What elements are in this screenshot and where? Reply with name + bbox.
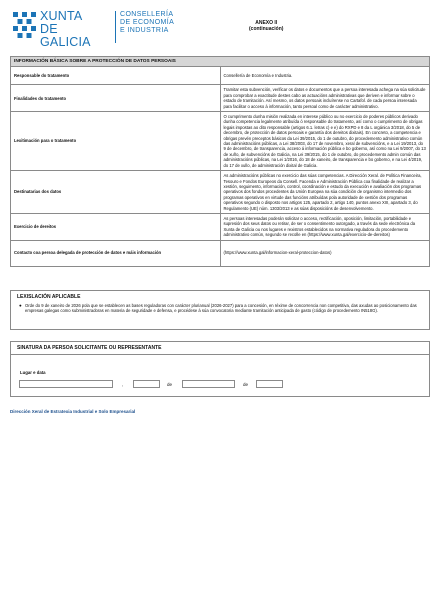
row-value: (https://www.xunta.gal/informacion-xeral-proteccion-datos) bbox=[220, 240, 430, 266]
row-label: Contacto coa persoa delegada de protección de datos e máis información bbox=[11, 240, 221, 266]
row-label: Lexitimación para o tratamento bbox=[11, 112, 221, 171]
de-label-2: de bbox=[243, 382, 249, 387]
legislation-title: LEXISLACIÓN APLICABLE bbox=[17, 294, 81, 300]
row-label: Responsable do tratamento bbox=[11, 67, 221, 85]
row-value: Consellería de Economía e Industria. bbox=[220, 67, 430, 85]
row-value: Tramitar esta subvención, verificar os datos e documentos que a persoa interesada achega na súa solicitude para comprobar a exactitude destes cabo as actuacións administrativas que deriven e informar sobre o estado de tramitación. Así mesmo, os datos persoais incluírense no Cartafol. de cada persoa interesada para facilitar o acceso á información, tanto persoal como de carácter administrativo. bbox=[220, 85, 430, 112]
signature-title: SINATURA DA PERSOA SOLICITANTE OU REPRESENTANTE bbox=[11, 342, 429, 355]
table-row bbox=[11, 171, 430, 214]
xunta-coat-of-arms-icon bbox=[12, 11, 38, 39]
table-row bbox=[11, 213, 430, 240]
applicable-legislation-section bbox=[10, 290, 430, 330]
table-row bbox=[11, 85, 430, 112]
bullet-icon: ● bbox=[19, 303, 22, 308]
conselleria-name bbox=[120, 11, 174, 35]
conselleria-line2: DE ECONOMÍA bbox=[120, 19, 175, 26]
de-label-1: de bbox=[167, 382, 173, 387]
annex-continuation: (continuación) bbox=[249, 26, 284, 32]
legislation-text: Orde do 9 de xaneiro de 2026 pola que se establecen as bases reguladoras con carácter plurianual (2026-2027) para a concesión, en réxime de concorrencia non competitiva, das axudas ao posicionamento das empresas galegas como subministradoras en materia de seguridade e defensa, e procédese á súa convocatoria mediante tramitación anticipada de gasto (código de procedemento IN518G). bbox=[25, 303, 417, 314]
conselleria-line1: CONSELLERÍA bbox=[120, 11, 174, 18]
row-value: As administracións públicas no exercicio das súas competencias. A Dirección Xeral. de Política Financeira, Tesouro e Fondos Europeos da Consell. Facenda e Administración Pública coa finalidade de realizar a xestión, seguimento, información, control, coordinación e estudo da execución e avaliación dos programas operativos dos fondos procedentes da Unión Europea na súa condición de organismo intermedio dos programas operativos en virtude das funcións atribuídas pola autoridade de xestión dos programas operativos segundo o disposto nos artigos 125, apartado 2, artigo 140, puntos anexo XIII, apartado 3, do Regulamento (UE) núm. 1303/2013 e as súas disposicións de desenvolvemento. bbox=[220, 171, 430, 214]
month-field[interactable] bbox=[182, 380, 235, 388]
place-date-label: Lugar e data bbox=[20, 370, 46, 375]
logo-divider bbox=[115, 11, 116, 43]
xunta-logo bbox=[12, 8, 108, 49]
conselleria-line3: E INDUSTRIA bbox=[120, 27, 169, 34]
row-value: O cumprimento dunha misión realizada en interese público ou no exercicio de poderes públicos derivado dunha competencia legalmente atribuída ó responsable do tratamento, así como o cumprimento de obrigas legais impostas ao dito responsable (artigos 6.1. letras c) e e) do RXPD e 8 da L orgánica 3/2018, do 5 de decembro, de protección de datos persoais e garantía dos dereitos dixitais). En concreto, a competencia e obrigas prevén preceptos básicos da Lei 39/2015, do 1 de outubro, do procedemento administrativo común das administracións públicas, a Lei 38/2003, do 17 de novembro, xeral de subvencións, e a Lei 19/2013, do 9 de decembro, de transparencia, acceso á información pública e bo goberno, así como na Lei 9/2007, do 13 de xuño, de subvencións de Galicia, na Lei 39/2015, do 1 de outubro, do procedemento admin común das administracións públicas, na Lei 1/2016, do 18 de xaneiro, de transparencia e bo goberno, e na Lei 4/2019, do 17 de xullo, de administración dixital de Galicia. bbox=[220, 112, 430, 171]
row-value: As persoas interesadas poderán solicitar o acceso, rectificación, oposición, limitación, portabilidade e supresión dos seus datos ou retirar, de ser o consentimento outorgado, a través da sede electrónica da Xunta de Galicia ou nos lugares e rexistros establecidos na normativa reguladora do procedemento administrativo común, segundo se recolle en (https://www.xunta.gal/exercicio-de-dereitos) bbox=[220, 213, 430, 240]
annex-label bbox=[249, 20, 283, 32]
logo-line1: XUNTA bbox=[40, 9, 83, 23]
day-field[interactable] bbox=[133, 380, 160, 388]
place-field[interactable] bbox=[19, 380, 113, 388]
row-label: Destinatarias dos datos bbox=[11, 171, 221, 214]
year-field[interactable] bbox=[256, 380, 283, 388]
footer-directorate: Dirección Xeral de Estratexia Industrial e Solo Empresarial bbox=[10, 409, 136, 414]
list-item bbox=[11, 303, 429, 313]
row-label: Finalidades do tratamento bbox=[11, 85, 221, 112]
signature-section bbox=[10, 341, 430, 397]
xunta-logo-text bbox=[40, 10, 108, 49]
table-row bbox=[11, 240, 430, 266]
logo-line2: DE GALICIA bbox=[40, 22, 91, 49]
table-row bbox=[11, 112, 430, 171]
data-protection-table bbox=[10, 56, 430, 267]
page-header bbox=[12, 8, 432, 48]
row-label: Exercicio de dereitos bbox=[11, 213, 221, 240]
data-protection-title: INFORMACIÓN BÁSICA SOBRE A PROTECCIÓN DE DATOS PERSOAIS bbox=[11, 57, 430, 67]
table-row bbox=[11, 67, 430, 85]
annex-title: ANEXO II bbox=[255, 20, 278, 26]
comma-separator: , bbox=[122, 382, 124, 387]
